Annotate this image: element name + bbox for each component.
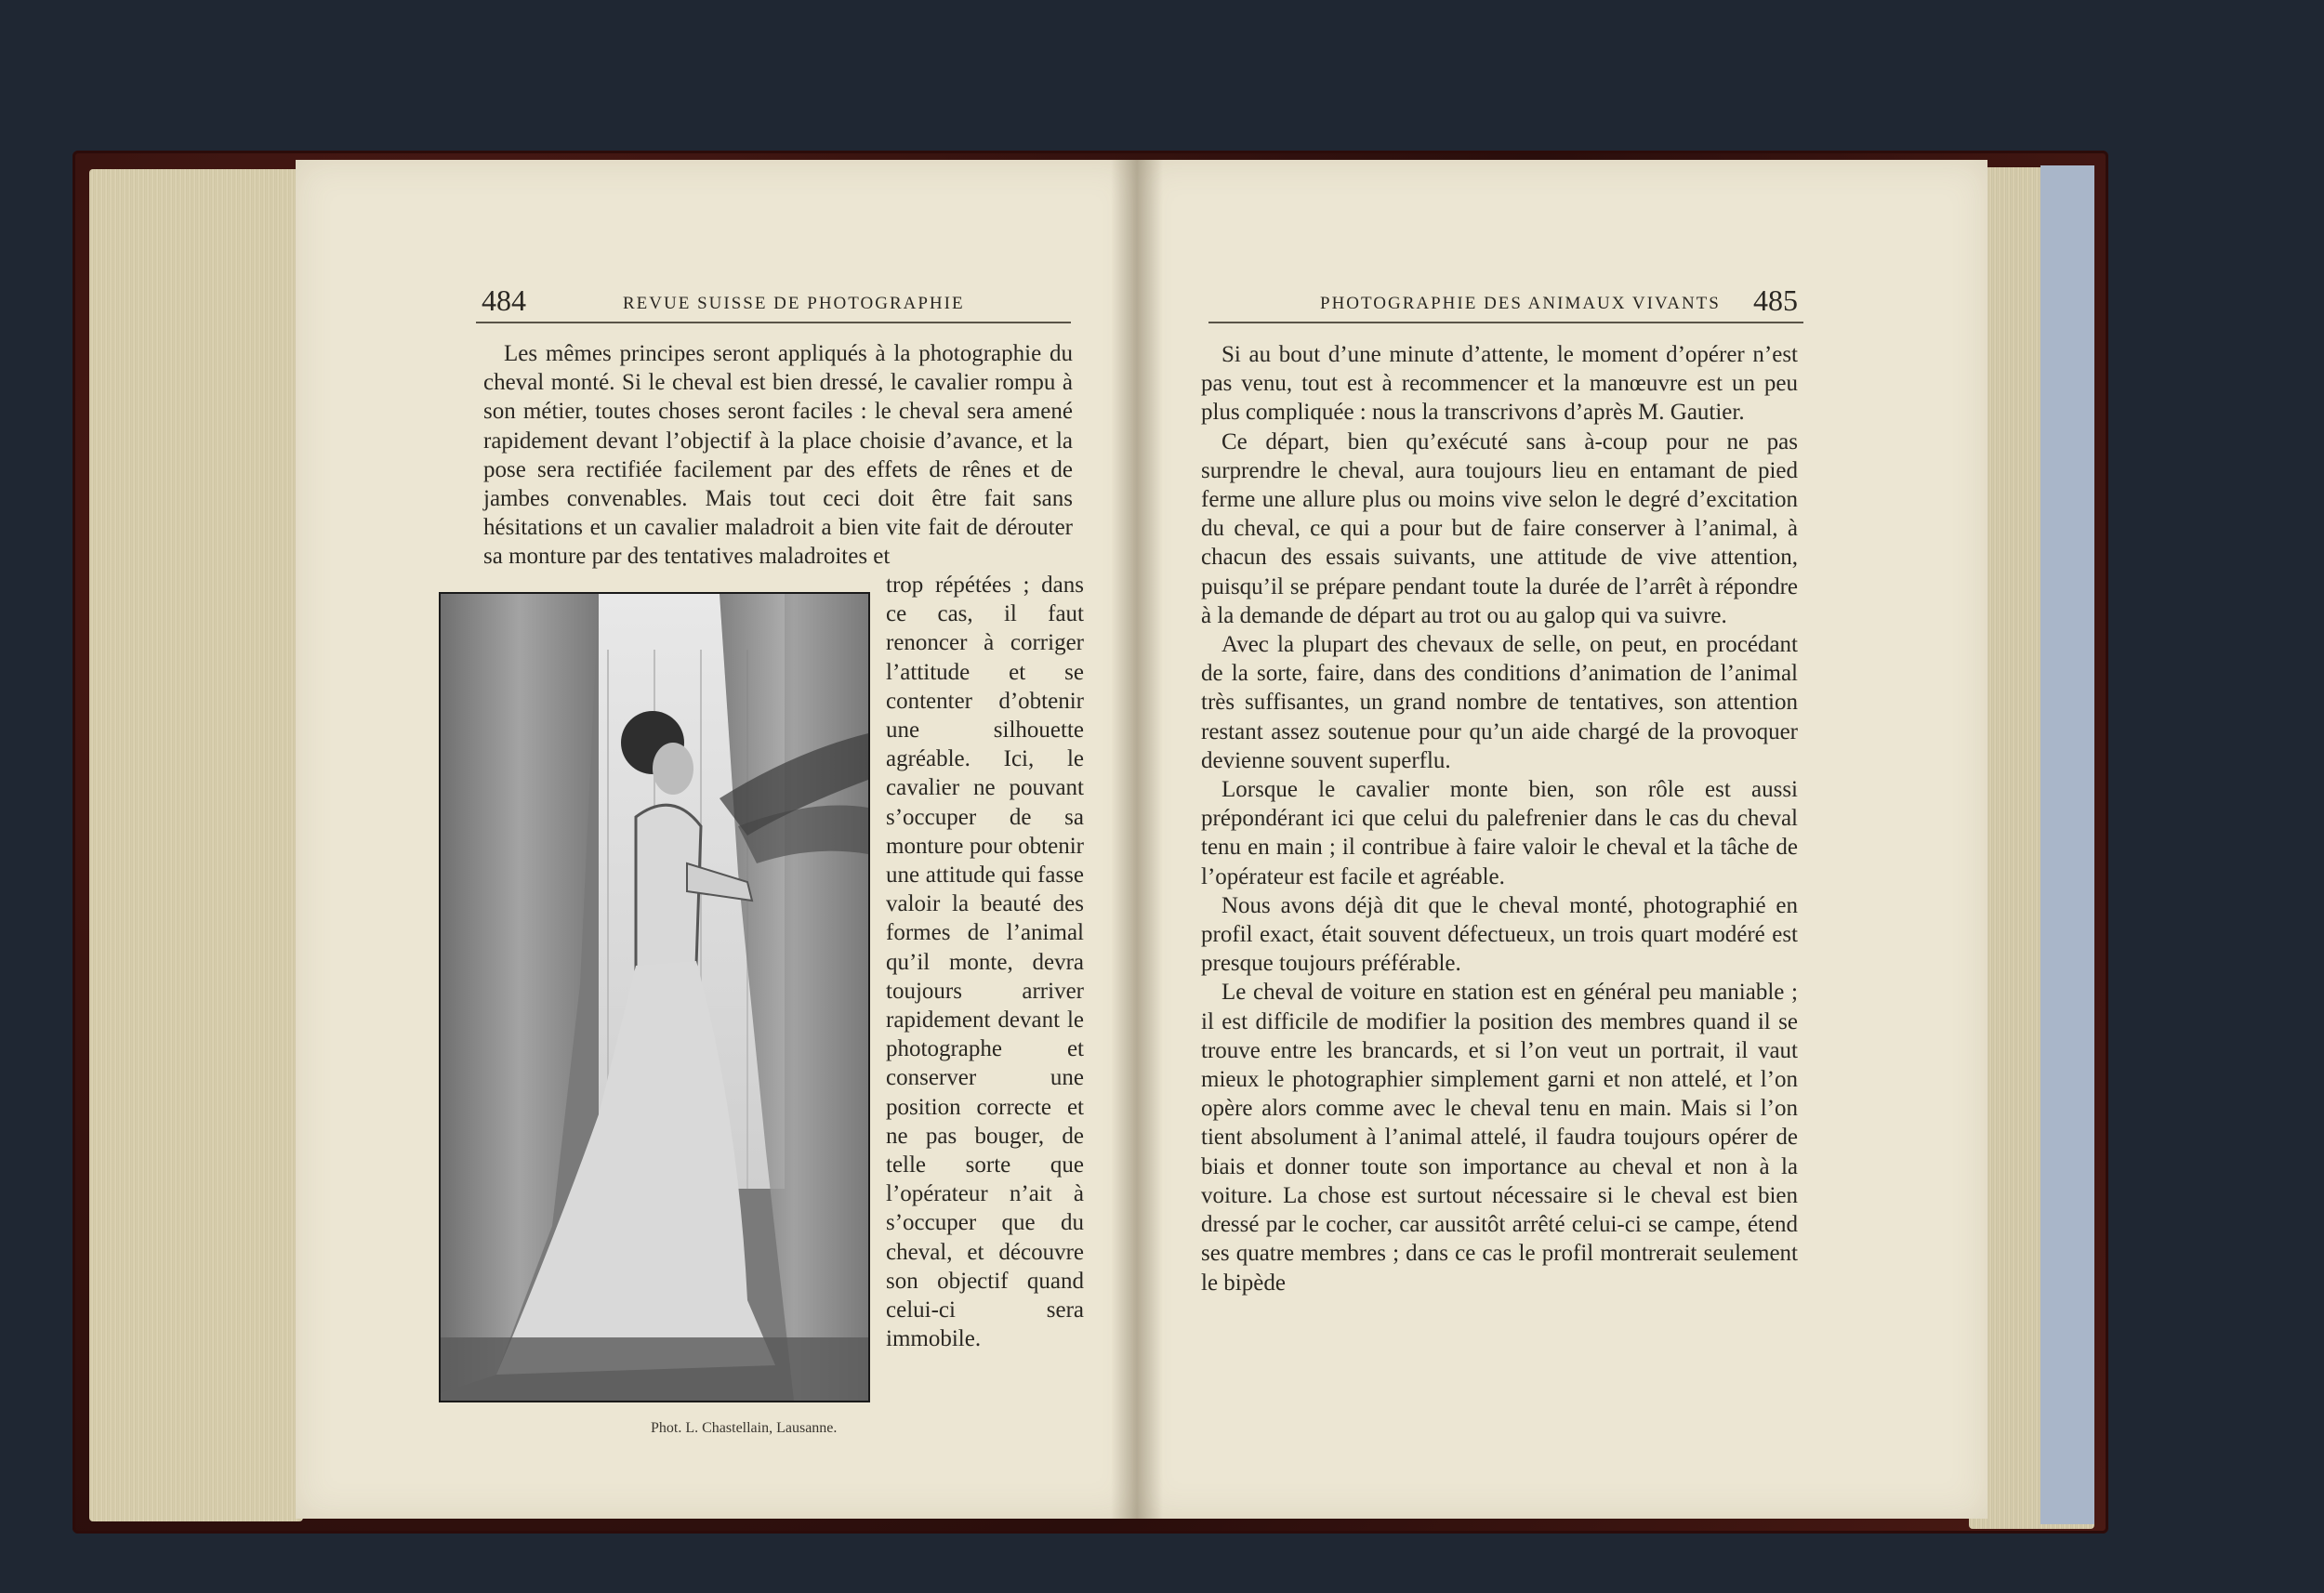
fore-edge-left xyxy=(89,169,303,1521)
left-narrow-paragraph: trop répétées ; dans ce cas, il faut renoncer à corriger l’attitude et se contenter d’obtenir une silhouette agréable. Ici, le cavalier ne pouvant s’occuper de sa monture pour obtenir une attitude qui fasse valoir la beauté des formes de l’animal qu’il monte, devra toujours arriver rapidement devant le photographe et conserver une position correcte et ne pas bouger, de telle sorte que l’opérateur n’ait à s’occuper que du cheval, et découvre son objectif quand celui-ci sera immobile. xyxy=(886,573,1084,1352)
right-paragraph-4: Lorsque le cavalier monte bien, son rôle est aussi prépondérant ici que celui du palefrenier dans le cas du cheval tenu en main ; il contribue à faire valoir le cheval et la tâche de l’opérateur est facile et agréable. xyxy=(1201,777,1798,889)
right-paragraph-6: Le cheval de voiture en station est en général peu maniable ; il est difficile de modifier la position des membres quand il se trouve entre les brancards, et si l’on veut un portrait, il vaut mieux le photographier simplement garni et non attelé, et l’on opère alors comme avec le cheval tenu en main. Mais si l’on tient absolument à l’animal attelé, il faudra toujours opérer de biais et donner toute son importance au cheval et non à la voiture. La chose est surtout nécessaire si le cheval est bien dressé par le cocher, car aussitôt arrêté celui-ci se campe, étend ses quatre membres ; dans ce cas le profil montrerait seulement le bipède xyxy=(1201,980,1798,1296)
right-paragraph-5: Nous avons déjà dit que le cheval monté, photographié en profil exact, était souvent défectueux, un trois quart modéré est presque toujours préférable. xyxy=(1201,892,1798,977)
right-paragraph-3: Avec la plupart des chevaux de selle, on peut, en procédant de la sorte, faire, dans des conditions d’animation de l’animal très suffisantes, un grand nombre de tentatives, son attention restant assez soutenue pour qu’un aide chargé de la provoquer devienne souvent superflu. xyxy=(1201,632,1798,773)
right-running-title: PHOTOGRAPHIE DES ANIMAUX VIVANTS xyxy=(1320,294,1721,313)
right-page-header xyxy=(1208,283,1803,323)
left-body-text xyxy=(483,339,1073,572)
book-gutter xyxy=(1111,160,1163,1519)
blue-paper-slip xyxy=(2040,165,2094,1524)
left-page-number: 484 xyxy=(482,283,526,317)
photo-illustration xyxy=(441,594,868,1401)
left-narrow-column xyxy=(886,571,1084,1353)
left-paragraph: Les mêmes principes seront appliqués à la photographie du cheval monté. Si le cheval est bien dressé, le cavalier rompu à son métier, toutes choses seront faciles : le cheval sera amené rapidement devant l’objectif à la place choisie d’avance, et la pose sera rectifiée facilement par des effets de rênes et de jambes convenables. Mais tout ceci doit être fait sans hésitations et un cavalier maladroit a bien vite fait de dérouter sa monture par des tentatives maladroites et xyxy=(483,341,1073,570)
right-paragraph-2: Ce départ, bien qu’exécuté sans à-coup pour ne pas surprendre le cheval, aura toujours lieu en entamant de pied ferme une allure plus ou moins vive selon le degré d’excitation du cheval, ce qui a pour but de faire conserver à l’animal, à chacun des essais suivants, une attitude de vive attention, puisqu’il se prépare pendant toute la durée de l’arrêt à répondre à la demande de départ au trot ou au galop qui va suivre. xyxy=(1201,428,1798,628)
photograph-woman-at-window xyxy=(439,592,870,1402)
photo-caption: Phot. L. Chastellain, Lausanne. xyxy=(651,1420,838,1436)
left-running-title: REVUE SUISSE DE PHOTOGRAPHIE xyxy=(623,294,965,313)
right-body-text xyxy=(1201,340,1798,1297)
right-page-number: 485 xyxy=(1753,283,1798,317)
left-page-header xyxy=(476,283,1071,323)
right-paragraph-1: Si au bout d’une minute d’attente, le moment d’opérer n’est pas venu, tout est à recommencer et la manœuvre est un peu plus compliquée : nous la transcrivons d’après M. Gautier. xyxy=(1201,342,1798,426)
